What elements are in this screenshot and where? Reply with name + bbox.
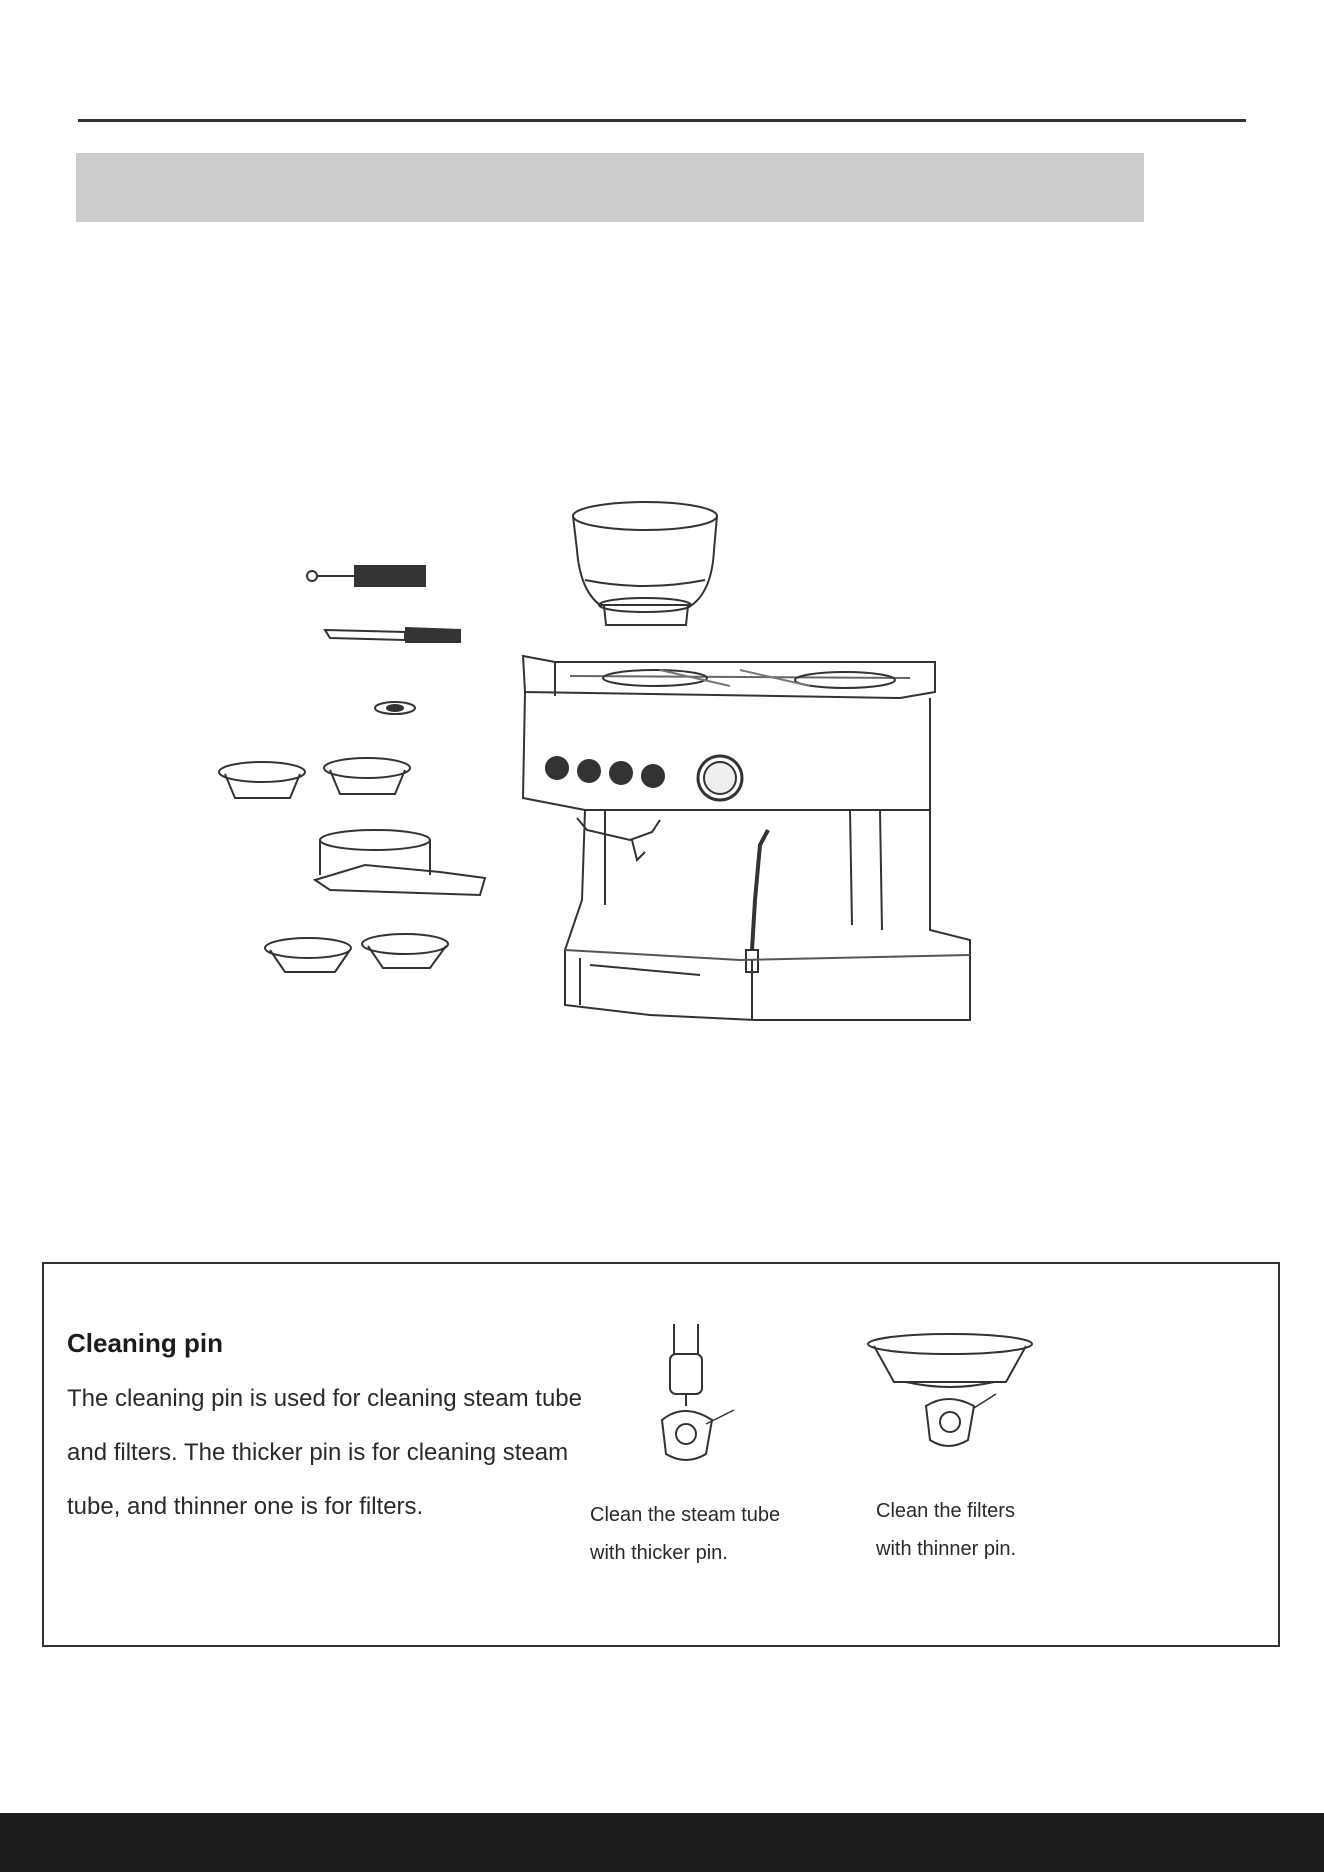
steam-tube-cleaning-illustration — [644, 1324, 774, 1484]
filters-caption: Clean the filters with thinner pin. — [876, 1500, 1017, 1560]
cleaning-pin-title: Cleaning pin — [67, 1328, 223, 1358]
bean-hopper-drawing — [573, 502, 717, 625]
steam-tube-caption: Clean the steam tube with thicker pin. — [590, 1504, 781, 1564]
cleaning-pin-small-drawing — [375, 702, 415, 714]
espresso-machine-illustration — [140, 480, 1000, 1200]
cleaning-pin-section — [42, 1262, 1280, 1647]
filter-baskets-drawing — [219, 758, 410, 798]
section-title-bar — [76, 153, 1144, 222]
cleaning-brush-drawing — [307, 566, 425, 586]
header-rule — [78, 119, 1246, 122]
drip-tray-insert-drawing — [315, 830, 485, 895]
cleaning-pin-description: The cleaning pin is used for cleaning steam tube and filters. The thicker pin is for cleaning steam tube, and thinner one is for filters. — [67, 1385, 582, 1520]
filter-cleaning-illustration — [866, 1332, 1046, 1492]
machine-body-drawing — [523, 656, 970, 1020]
pressurized-filters-drawing — [265, 934, 448, 972]
cleaning-pin-tool-drawing — [325, 628, 460, 642]
footer-bar — [0, 1813, 1324, 1872]
